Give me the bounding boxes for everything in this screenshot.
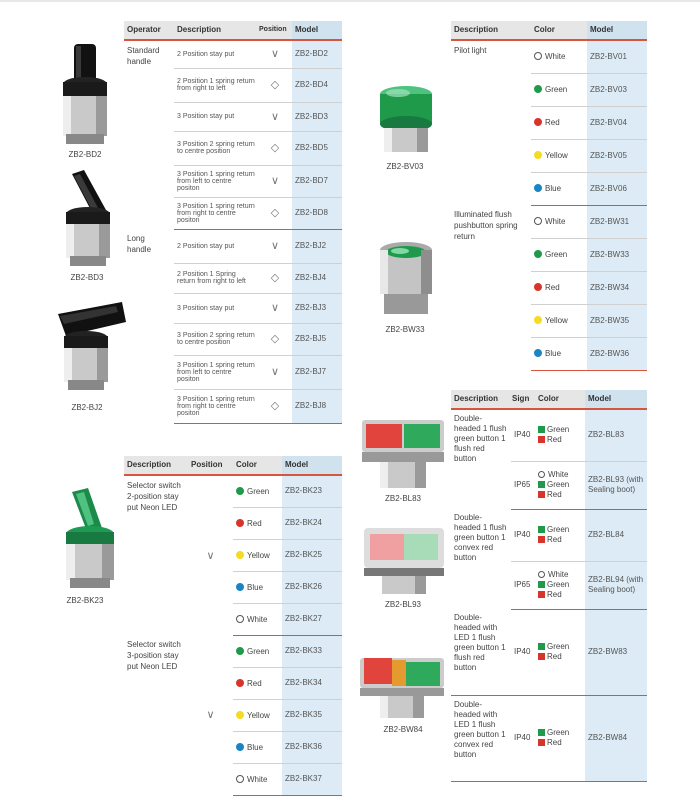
color-line — [538, 642, 582, 652]
header-description: Description — [451, 21, 531, 40]
model-cell: ZB2-BV05 — [587, 139, 647, 172]
color-label: Red — [545, 283, 560, 292]
color-label: Red — [547, 435, 562, 445]
caption-bk23: ZB2-BK23 — [66, 596, 104, 605]
position-symbol-icon: ∨ — [206, 549, 215, 562]
model-cell: ZB2-BW83 — [585, 609, 647, 695]
color-dot-icon — [236, 679, 244, 687]
color-cell — [233, 507, 282, 539]
table-row — [451, 409, 647, 461]
color-dot-icon — [236, 487, 244, 495]
color-label: Yellow — [247, 710, 270, 720]
red-square-icon — [538, 739, 545, 746]
position-symbol-icon: ◇ — [258, 131, 292, 165]
model-cell: ZB2-BD2 — [292, 40, 342, 68]
position-symbol-icon: ∨ — [258, 229, 292, 263]
red-square-icon — [538, 491, 545, 498]
operator-label: Standard handle — [127, 46, 160, 66]
model-cell: ZB2-BL94 (with Sealing boot) — [585, 561, 647, 609]
color-label: Red — [547, 490, 562, 499]
color-cell — [535, 461, 585, 509]
model-cell: ZB2-BL84 — [585, 509, 647, 561]
model-cell: ZB2-BW34 — [587, 271, 647, 304]
color-dot-icon — [534, 283, 542, 291]
header-sign: Sign — [511, 390, 535, 409]
color-dot-icon — [534, 250, 542, 258]
color-line — [538, 535, 582, 545]
color-label: Yellow — [545, 151, 568, 160]
color-line — [538, 580, 582, 590]
color-label: Red — [547, 590, 562, 599]
red-square-icon — [538, 536, 545, 543]
selector-switch-table — [124, 21, 342, 424]
model-cell: ZB2-BJ7 — [292, 355, 342, 389]
position-symbol-icon: ∨ — [258, 293, 292, 323]
color-dot-icon — [236, 583, 244, 591]
caption-bl93: ZB2-BL93 — [384, 600, 422, 609]
description-cell: 3 Position stay put — [174, 293, 258, 323]
model-cell: ZB2-BD5 — [292, 131, 342, 165]
header-description: Description — [124, 456, 188, 475]
model-cell: ZB2-BD3 — [292, 102, 342, 131]
caption-bj2: ZB2-BJ2 — [71, 403, 103, 412]
description-cell: Double-headed 1 flush green button 1 flush red button — [454, 414, 507, 463]
sign-cell: IP65 — [511, 461, 535, 509]
green-square-icon — [538, 426, 545, 433]
caption-bv03: ZB2-BV03 — [386, 162, 424, 171]
selector-standard-handle-image — [58, 170, 118, 270]
model-cell: ZB2-BV06 — [587, 172, 647, 205]
color-cell — [531, 337, 587, 370]
position-symbol-icon: ∨ — [206, 709, 215, 721]
red-square-icon — [538, 653, 545, 660]
color-cell — [531, 73, 587, 106]
description-cell: Pilot light — [454, 46, 487, 55]
header-position: Position — [188, 456, 233, 475]
model-cell: ZB2-BW84 — [585, 695, 647, 781]
description-cell: Double-headed with LED 1 flush green button 1 flush red button — [451, 609, 511, 695]
color-cell — [531, 139, 587, 172]
color-label: Green — [545, 85, 568, 94]
color-label: Blue — [247, 742, 264, 752]
header-position: Position — [258, 21, 292, 40]
color-label: White — [247, 774, 268, 784]
header-model: Model — [292, 21, 342, 40]
color-cell — [233, 603, 282, 635]
model-cell: ZB2-BK27 — [282, 603, 342, 635]
color-cell — [531, 40, 587, 73]
model-cell: ZB2-BK26 — [282, 571, 342, 603]
model-cell: ZB2-BW33 — [587, 238, 647, 271]
model-cell: ZB2-BD8 — [292, 197, 342, 229]
position-symbol-icon: ∨ — [258, 102, 292, 131]
model-cell: ZB2-BK34 — [282, 667, 342, 699]
sign-cell: IP65 — [511, 561, 535, 609]
color-label: Yellow — [247, 550, 270, 560]
color-line — [538, 480, 582, 490]
color-line — [538, 570, 582, 580]
color-dot-icon — [236, 519, 244, 527]
double-headed-bl93-image — [362, 526, 446, 598]
description-cell: 3 Position 1 spring return from left to centre positon — [174, 165, 258, 197]
model-cell: ZB2-BK33 — [282, 635, 342, 667]
header-model: Model — [282, 456, 342, 475]
color-dot-icon — [236, 711, 244, 719]
model-cell: ZB2-BW36 — [587, 337, 647, 370]
description-cell: 3 Position 2 spring return to centre position — [174, 323, 258, 355]
table-row — [124, 229, 342, 263]
color-label: Yellow — [545, 316, 568, 325]
position-symbol-icon: ◇ — [258, 389, 292, 423]
model-cell: ZB2-BK25 — [282, 539, 342, 571]
color-label: White — [548, 470, 569, 479]
header-color: Color — [535, 390, 585, 409]
model-cell: ZB2-BV01 — [587, 40, 647, 73]
color-label: Green — [547, 525, 570, 534]
color-dot-icon — [534, 85, 542, 93]
position-symbol-icon: ∨ — [258, 355, 292, 389]
color-line — [538, 652, 582, 662]
description-cell: 2 Position 1 Spring return from right to left — [174, 263, 258, 293]
position-symbol-icon: ∨ — [258, 40, 292, 68]
color-cell — [535, 509, 585, 561]
model-cell: ZB2-BJ8 — [292, 389, 342, 423]
color-label: Red — [547, 652, 562, 661]
color-label: Red — [547, 738, 562, 747]
color-label: Red — [545, 118, 560, 127]
color-label: Blue — [545, 184, 562, 193]
color-line — [538, 435, 582, 445]
model-cell: ZB2-BK23 — [282, 475, 342, 507]
pilot-light-table — [451, 21, 647, 371]
model-cell: ZB2-BJ4 — [292, 263, 342, 293]
operator-cell — [124, 229, 174, 423]
description-cell: 2 Position 1 spring return from right to left — [174, 68, 258, 102]
color-line — [538, 738, 582, 748]
header-color: Color — [233, 456, 282, 475]
color-label: Green — [547, 425, 570, 435]
color-cell — [531, 106, 587, 139]
model-cell: ZB2-BJ5 — [292, 323, 342, 355]
color-dot-icon — [236, 615, 244, 623]
color-line — [538, 425, 582, 435]
position-symbol-icon: ◇ — [258, 68, 292, 102]
color-label: Green — [547, 642, 570, 651]
table-row — [451, 695, 647, 781]
description-cell: Double-headed with LED 1 flush green button 1 convex red button — [451, 695, 511, 781]
color-dot-icon — [534, 349, 542, 357]
model-cell: ZB2-BW35 — [587, 304, 647, 337]
green-square-icon — [538, 581, 545, 588]
table-row — [451, 509, 647, 561]
color-label: Green — [545, 250, 568, 259]
color-cell — [535, 609, 585, 695]
model-cell: ZB2-BK24 — [282, 507, 342, 539]
model-cell: ZB2-BW31 — [587, 205, 647, 238]
top-border — [0, 0, 700, 2]
color-label: Blue — [545, 349, 562, 358]
color-cell — [233, 731, 282, 763]
description-cell: Illuminated flush pushbutton spring return — [454, 210, 518, 241]
table-row — [451, 609, 647, 695]
selector-long-handle-image — [56, 300, 128, 392]
model-cell: ZB2-BD4 — [292, 68, 342, 102]
description-cell: Selector switch 3-position stay put Neon LED — [127, 640, 181, 671]
color-label: Green — [247, 646, 270, 656]
color-dot-icon — [236, 647, 244, 655]
color-line — [538, 525, 582, 535]
header-model: Model — [585, 390, 647, 409]
color-cell — [233, 667, 282, 699]
flush-pushbutton-image — [376, 240, 436, 320]
color-label: White — [545, 52, 566, 62]
green-square-icon — [538, 729, 545, 736]
color-cell — [535, 561, 585, 609]
color-dot-icon — [534, 151, 542, 159]
caption-bl83: ZB2-BL83 — [384, 494, 422, 503]
color-cell — [233, 699, 282, 731]
header-color: Color — [531, 21, 587, 40]
description-cell: Selector switch 2-position stay put Neon LED — [127, 481, 181, 512]
model-cell: ZB2-BJ3 — [292, 293, 342, 323]
model-cell: ZB2-BD7 — [292, 165, 342, 197]
operator-cell — [124, 40, 174, 229]
color-cell — [535, 409, 585, 461]
color-dot-icon — [236, 551, 244, 559]
green-square-icon — [538, 643, 545, 650]
color-label: Red — [547, 535, 562, 544]
color-dot-icon — [534, 316, 542, 324]
table-row — [124, 635, 342, 667]
description-cell: 2 Position stay put — [174, 229, 258, 263]
illuminated-selector-image — [58, 488, 122, 592]
color-label: Green — [247, 486, 270, 496]
table-row — [124, 475, 342, 507]
description-cell: 2 Position stay put — [174, 40, 258, 68]
caption-bw33: ZB2-BW33 — [385, 325, 425, 334]
color-cell — [531, 238, 587, 271]
color-dot-icon — [534, 118, 542, 126]
selector-short-handle-image — [56, 42, 114, 148]
color-label: Blue — [247, 582, 264, 592]
description-cell: 3 Position 1 spring return from right to centre positon — [174, 389, 258, 423]
header-description: Description — [451, 390, 511, 409]
caption-bd2: ZB2-BD2 — [68, 150, 102, 159]
table-row — [451, 40, 647, 73]
description-cell: Double-headed 1 flush green button 1 convex red button — [454, 513, 507, 562]
color-label: Red — [247, 518, 262, 528]
caption-bd3: ZB2-BD3 — [70, 273, 104, 282]
green-square-icon — [538, 526, 545, 533]
color-dot-icon — [534, 52, 542, 60]
header-model: Model — [587, 21, 647, 40]
color-cell — [233, 475, 282, 507]
color-label: Green — [547, 480, 570, 489]
white-dot-icon — [538, 471, 545, 478]
red-square-icon — [538, 591, 545, 598]
color-label: Green — [547, 580, 570, 589]
color-dot-icon — [236, 743, 244, 751]
header-description: Description — [174, 21, 258, 40]
sign-cell: IP40 — [511, 609, 535, 695]
sign-cell: IP40 — [511, 509, 535, 561]
green-square-icon — [538, 481, 545, 488]
double-headed-bl83-image — [360, 416, 446, 492]
red-square-icon — [538, 436, 545, 443]
model-cell: ZB2-BK36 — [282, 731, 342, 763]
position-symbol-icon: ◇ — [258, 323, 292, 355]
model-cell: ZB2-BJ2 — [292, 229, 342, 263]
illuminated-selector-table — [124, 456, 342, 796]
color-cell — [233, 635, 282, 667]
header-operator: Operator — [124, 21, 174, 40]
color-line — [538, 490, 582, 500]
model-cell: ZB2-BL93 (with Sealing boot) — [585, 461, 647, 509]
color-dot-icon — [236, 775, 244, 783]
color-cell — [535, 695, 585, 781]
sign-cell: IP40 — [511, 409, 535, 461]
description-cell: 3 Position 1 spring return from right to centre positon — [174, 197, 258, 229]
color-cell — [233, 571, 282, 603]
color-cell — [233, 539, 282, 571]
position-symbol-icon: ◇ — [258, 197, 292, 229]
color-cell — [531, 304, 587, 337]
sign-cell: IP40 — [511, 695, 535, 781]
double-headed-bw84-image — [358, 654, 446, 720]
description-cell: 3 Position stay put — [174, 102, 258, 131]
caption-bw84: ZB2-BW84 — [383, 725, 423, 734]
model-cell: ZB2-BV03 — [587, 73, 647, 106]
double-headed-table — [451, 390, 647, 782]
color-dot-icon — [534, 217, 542, 225]
position-symbol-icon: ∨ — [258, 165, 292, 197]
table-row — [451, 205, 647, 238]
model-cell: ZB2-BV04 — [587, 106, 647, 139]
position-symbol-icon: ◇ — [258, 263, 292, 293]
color-cell — [531, 205, 587, 238]
color-cell — [531, 271, 587, 304]
color-label: Green — [547, 728, 570, 737]
model-cell: ZB2-BK35 — [282, 699, 342, 731]
color-label: Red — [247, 678, 262, 688]
white-dot-icon — [538, 571, 545, 578]
model-cell: ZB2-BK37 — [282, 763, 342, 795]
color-cell — [233, 763, 282, 795]
table-row — [124, 40, 342, 68]
color-line — [538, 470, 582, 480]
color-label: White — [548, 570, 569, 579]
color-label: White — [247, 614, 268, 624]
model-cell: ZB2-BL83 — [585, 409, 647, 461]
color-dot-icon — [534, 184, 542, 192]
color-label: White — [545, 217, 566, 226]
description-cell: 3 Position 2 spring return to centre position — [174, 131, 258, 165]
color-line — [538, 590, 582, 600]
color-cell — [531, 172, 587, 205]
color-line — [538, 728, 582, 738]
pilot-light-image — [376, 84, 436, 158]
operator-label: Long handle — [127, 234, 152, 254]
description-cell: 3 Position 1 spring return from left to centre positon — [174, 355, 258, 389]
